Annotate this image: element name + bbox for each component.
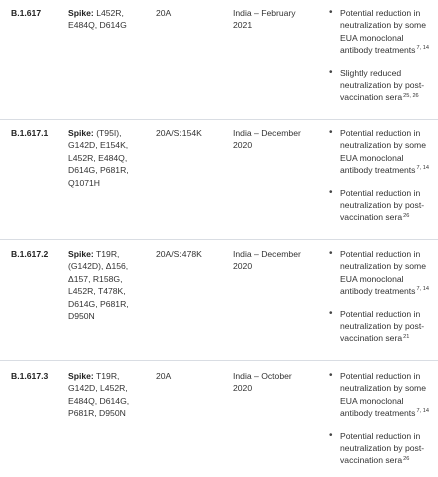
impact-text: Potential reduction in neutralization by post-vaccination sera: [340, 187, 425, 223]
impact-text: Potential reduction in neutralization by post-vaccination sera: [340, 308, 425, 344]
citation-reference[interactable]: 7, 14: [416, 165, 429, 172]
first-detected: India – October 2020: [233, 371, 292, 394]
impact-text: Potential reduction in neutralization by some EUA monoclonal antibody treatments: [340, 8, 426, 56]
attribute-list: [328, 248, 434, 355]
impact-text: Potential reduction in neutralization by some EUA monoclonal antibody treatments: [340, 249, 426, 297]
nextstrain-clade: 20A/S:478K: [156, 249, 202, 259]
list-item: [328, 7, 434, 57]
impact-text: Potential reduction in neutralization by post-vaccination sera: [340, 430, 425, 466]
spike-mutations: [68, 7, 146, 32]
list-item: [328, 370, 434, 420]
spike-label: Spike:: [68, 8, 94, 18]
nextstrain-clade: 20A: [156, 8, 172, 18]
lineage-name: B.1.617.2: [11, 249, 49, 259]
attribute-list: [328, 370, 434, 477]
spike-label: Spike:: [68, 371, 94, 381]
list-item: [328, 248, 434, 298]
lineage-name: B.1.617.3: [11, 371, 49, 381]
impact-text: Slightly reduced neutralization by post-vaccination sera: [340, 67, 425, 103]
spike-label: Spike:: [68, 249, 94, 259]
nextstrain-clade: 20A/S:154K: [156, 128, 202, 138]
citation-reference[interactable]: 26: [403, 212, 410, 219]
list-item: [328, 187, 434, 224]
first-detected: India – February 2021: [233, 8, 296, 31]
citation-reference[interactable]: 7, 14: [416, 286, 429, 293]
spike-mutations: [68, 248, 146, 322]
list-item: [328, 430, 434, 467]
spike-mutations: [68, 127, 146, 189]
list-item: [328, 127, 434, 177]
nextstrain-clade: 20A: [156, 371, 172, 381]
citation-reference[interactable]: 26: [403, 455, 410, 462]
first-detected: India – December 2020: [233, 128, 301, 151]
spike-mutation-list: L452R, E484Q, D614G: [68, 8, 127, 31]
spike-mutation-list: T19R, (G142D), Δ156, Δ157, R158G, L452R, T478K, D614G, P681R, D950N: [68, 249, 129, 322]
spike-mutation-list: T19R, G142D, L452R, E484Q, D614G, P681R, D950N: [68, 371, 130, 419]
attribute-list: [328, 7, 434, 114]
citation-reference[interactable]: 21: [403, 333, 410, 340]
first-detected: India – December 2020: [233, 249, 301, 272]
spike-label: Spike:: [68, 128, 94, 138]
lineage-name: B.1.617: [11, 8, 42, 18]
row-divider: [0, 239, 438, 240]
citation-reference[interactable]: 25, 26: [403, 92, 419, 99]
list-item: [328, 308, 434, 345]
spike-mutations: [68, 370, 146, 420]
impact-text: Potential reduction in neutralization by some EUA monoclonal antibody treatments: [340, 128, 426, 176]
row-divider: [0, 360, 438, 361]
impact-text: Potential reduction in neutralization by some EUA monoclonal antibody treatments: [340, 371, 426, 419]
lineage-name: B.1.617.1: [11, 128, 49, 138]
citation-reference[interactable]: 7, 14: [416, 408, 429, 415]
spike-mutation-list: (T95I), G142D, E154K, L452R, E484Q, D614G, P681R, Q1071H: [68, 128, 129, 188]
attribute-list: [328, 127, 434, 234]
list-item: [328, 67, 434, 104]
citation-reference[interactable]: 7, 14: [416, 45, 429, 52]
row-divider: [0, 119, 438, 120]
